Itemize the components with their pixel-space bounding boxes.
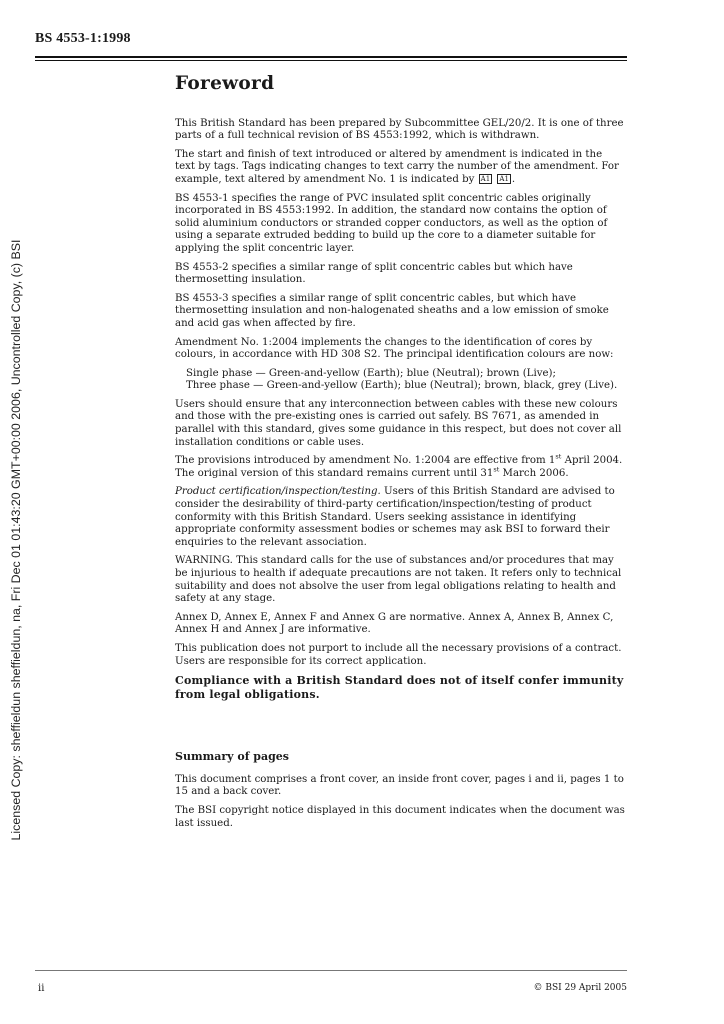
compliance-statement: Compliance with a British Standard does not of itself confer immunity from legal obligations.	[175, 674, 624, 701]
superscript-st-1: st	[555, 452, 562, 461]
single-phase-colours: Single phase — Green-and-yellow (Earth); blue (Neutral); brown (Live);	[186, 367, 556, 379]
copyright-notice: © BSI 29 April 2005	[533, 983, 627, 993]
paragraph-8	[175, 452, 625, 480]
paragraph-8-part-b: April 2004. The original version of this standard remains current until 31	[175, 455, 623, 479]
summary-heading: Summary of pages	[175, 750, 289, 764]
page-number: ii	[38, 983, 45, 994]
document-id-header: BS 4553-1:1998	[35, 31, 131, 46]
summary-paragraph-1: This document comprises a front cover, an inside front cover, pages i and ii, pages 1 to 15 and a back cover.	[175, 773, 624, 798]
paragraph-5: BS 4553-3 specifies a similar range of split concentric cables, but which have thermosetting insulation and non-halogenated sheaths and a low emission of smoke and acid gas when affected by fire.	[175, 292, 609, 329]
paragraph-8-part-c: March 2006.	[499, 467, 569, 479]
paragraph-9-text: Users of this British Standard are advised to consider the desirability of third-party certification/inspection/testing of product conformity with this British Standard. Users seeking assistance in identifying appropriate conformity assessment bodies or schemes may ask BSI to forward their enquiries to the relevant association.	[175, 486, 615, 548]
annex-paragraph: Annex D, Annex E, Annex F and Annex G are normative. Annex A, Annex B, Annex C, Annex H and Annex J are informative.	[175, 611, 614, 636]
paragraph-1: This British Standard has been prepared by Subcommittee GEL/20/2. It is one of three parts of a full technical revision of BS 4553:1992, which is withdrawn.	[175, 117, 624, 142]
header-rule-thin	[35, 60, 627, 61]
summary-paragraph-2: The BSI copyright notice displayed in this document indicates when the document was last issued.	[175, 804, 625, 829]
amendment-end-tag: A1	[499, 174, 509, 183]
paragraph-4: BS 4553-2 specifies a similar range of split concentric cables but which have thermosetting insulation.	[175, 261, 573, 286]
amendment-start-tag: A1	[480, 174, 491, 183]
footer-rule	[35, 970, 627, 971]
license-text: Licensed Copy: sheffieldun sheffieldun, na, Fri Dec 01 01:43:20 GMT+00:00 2006, Uncontrolled Copy, (c) BSI	[9, 239, 23, 841]
three-phase-colours: Three phase — Green-and-yellow (Earth); blue (Neutral); brown, black, grey (Live).	[186, 380, 618, 392]
page-title: Foreword	[175, 73, 275, 94]
paragraph-7: Users should ensure that any interconnection between cables with these new colours and those with the pre-existing ones is carried out safely. BS 7671, as amended in parallel with this standard, gives some guidance in this respect, but does not cover all installation conditions or cable uses.	[175, 398, 622, 448]
paragraph-2: The start and finish of text introduced or altered by amendment is indicated in the text by tags. Tags indicating changes to text carry the number of the amendment. For example, text altered by amendment No. 1 is indicated by A1 A1 .	[175, 148, 619, 185]
foreword-content	[175, 73, 625, 836]
paragraph-6: Amendment No. 1:2004 implements the changes to the identification of cores by colours, in accordance with HD 308 S2. The principal identification colours are now:	[175, 336, 614, 361]
paragraph-2-text: The start and finish of text introduced or altered by amendment is indicated in the text by tags. Tags indicating changes to text carry the number of the amendment. For example, text altered by amendment No. 1 is indicated by	[175, 148, 619, 185]
header-rule-thick	[35, 56, 627, 58]
superscript-st-2: st	[493, 465, 500, 474]
warning-paragraph: WARNING. This standard calls for the use of substances and/or procedures that may be injurious to health if adequate precautions are not taken. It refers only to technical suitability and does not absolve the user from legal obligations relating to health and safety at any stage.	[175, 555, 622, 605]
certification-heading: Product certification/inspection/testing.	[175, 486, 381, 498]
paragraph-9	[175, 486, 625, 549]
paragraph-3: BS 4553-1 specifies the range of PVC insulated split concentric cables originally incorporated in BS 4553:1992. In addition, the standard now contains the option of solid aluminium conductors or stranded copper conductors, as well as the option of using a separate extruded bedding to build up the core to a diameter suitable for applying the split concentric layer.	[175, 192, 608, 254]
paragraph-8-part-a: The provisions introduced by amendment No. 1:2004 are effective from 1	[175, 455, 556, 467]
paragraph-12: This publication does not purport to include all the necessary provisions of a contract. Users are responsible for its correct application.	[175, 642, 622, 667]
